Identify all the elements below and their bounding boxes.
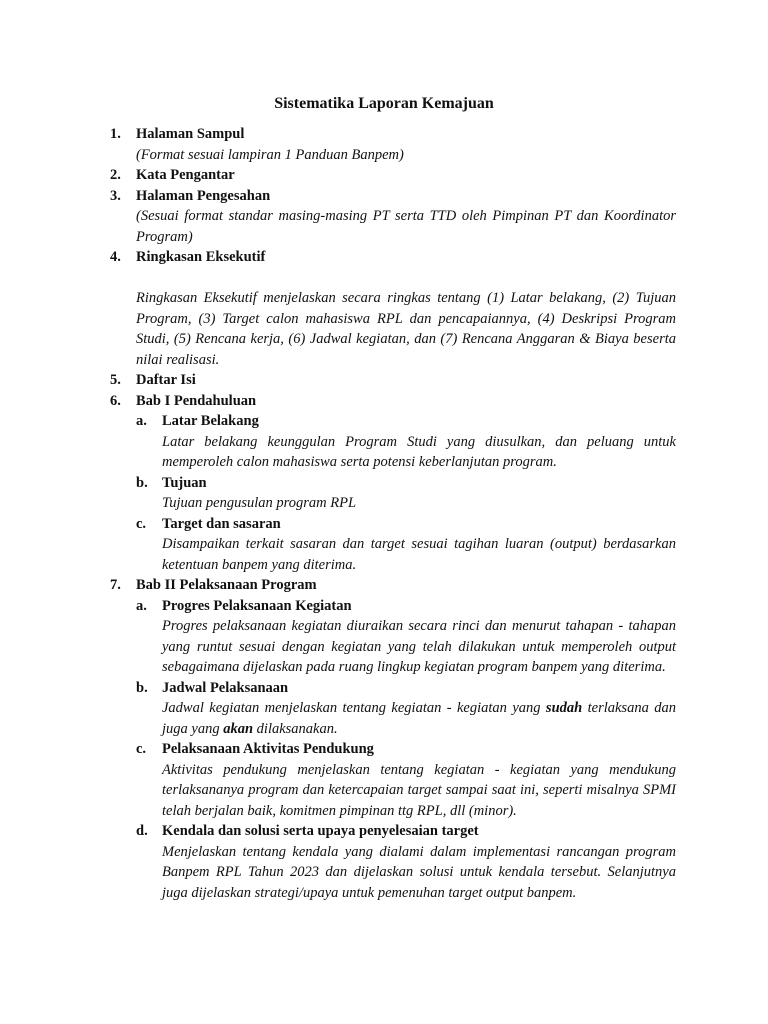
sub-item-description: Menjelaskan tentang kendala yang dialami dalam implementasi rancangan program Banpem RPL Tahun 2023 dan dijelaskan solusi untuk kendala tersebut. Selanjutnya juga dijelaskan strategi/upaya untuk pemenuhan target output banpem. [162, 843, 676, 901]
item-number: 5. [110, 372, 121, 388]
outline-list [110, 124, 676, 903]
item-description: Ringkasan Eksekutif menjelaskan secara ringkas tentang (1) Latar belakang, (2) Tujuan Program, (3) Target calon mahasiswa RPL dan pencapaiannya, (4) Deskripsi Program Studi, (5) Rencana kerja, (6) Jadwal kegiatan, dan (7) Rencana Anggaran & Biaya beserta nilai realisasi. [136, 290, 676, 368]
item-heading: Bab I Pendahuluan [136, 392, 257, 409]
list-item-halaman-pengesahan [110, 186, 676, 248]
item-heading: Bab II Pelaksanaan Program [136, 577, 317, 593]
sub-item-target-sasaran [136, 514, 676, 576]
emphasis-akan: akan [223, 720, 254, 737]
list-item-daftar-isi [110, 370, 676, 391]
item-number: 4. [110, 249, 121, 265]
sub-item-kendala-solusi [136, 821, 676, 903]
sub-item-description: Latar belakang keunggulan Program Studi yang diusulkan, dan peluang untuk memperoleh calon mahasiswa serta potensi keberlanjutan program. [162, 433, 676, 470]
blank-line [136, 268, 676, 289]
sub-item-progres [136, 596, 676, 678]
sub-item-heading: Progres Pelaksanaan Kegiatan [162, 597, 352, 614]
sub-item-jadwal [136, 678, 676, 740]
sub-item-aktivitas-pendukung [136, 739, 676, 821]
sub-item-letter: c. [136, 741, 147, 757]
list-item-kata-pengantar [110, 165, 676, 186]
sub-item-letter: c. [136, 515, 147, 532]
sub-item-tujuan [136, 473, 676, 514]
sub-item-letter: d. [136, 823, 148, 839]
sub-item-description [162, 698, 676, 739]
sub-item-description: Aktivitas pendukung menjelaskan tentang kegiatan - kegiatan yang mendukung terlaksananya program dan ketercapaian target sampai saat ini, seperti misalnya SPMI telah berjalan baik, komitmen pimpinan ttg RPL, dll (minor). [162, 761, 676, 819]
item-number: 2. [110, 167, 121, 183]
item-number: 6. [110, 392, 121, 409]
list-item-ringkasan-eksekutif [110, 247, 676, 370]
list-item-halaman-sampul [110, 124, 676, 165]
sub-item-letter: a. [136, 413, 147, 429]
list-item-bab-1 [110, 391, 676, 576]
sub-item-heading: Jadwal Pelaksanaan [162, 679, 289, 696]
description-text: terlaksana dan juga yang [162, 700, 676, 737]
description-text: Jadwal kegiatan menjelaskan tentang kegiatan - kegiatan yang [162, 700, 546, 716]
sub-item-heading: Target dan sasaran [162, 515, 281, 532]
sub-item-description: Tujuan pengusulan program RPL [162, 495, 357, 511]
sub-item-letter: b. [136, 679, 148, 696]
item-number: 7. [110, 577, 121, 593]
item-heading: Kata Pengantar [136, 167, 235, 183]
sub-item-heading: Latar Belakang [162, 413, 259, 429]
sub-item-heading: Pelaksanaan Aktivitas Pendukung [162, 741, 374, 757]
item-description: (Format sesuai lampiran 1 Panduan Banpem) [136, 146, 404, 163]
sub-item-heading: Tujuan [162, 474, 207, 491]
sub-item-description: Disampaikan terkait sasaran dan target sesuai tagihan luaran (output) berdasarkan ketentuan banpem yang diterima. [162, 536, 676, 573]
item-heading: Halaman Pengesahan [136, 187, 271, 204]
sub-item-letter: b. [136, 474, 148, 491]
item-number: 3. [110, 187, 121, 204]
item-heading: Halaman Sampul [136, 126, 245, 142]
item-heading: Daftar Isi [136, 372, 196, 388]
sub-item-description: Progres pelaksanaan kegiatan diuraikan secara rinci dan menurut tahapan - tahapan yang runtut sesuai dengan kegiatan yang telah dilakukan untuk memperoleh output sebagaimana dijelaskan pada ruang lingkup kegiatan program banpem yang diterima. [162, 618, 676, 675]
page-title: Sistematika Laporan Kemajuan [274, 95, 494, 112]
sub-item-latar-belakang [136, 411, 676, 473]
emphasis-sudah: sudah [545, 700, 583, 716]
item-description: (Sesuai format standar masing-masing PT serta TTD oleh Pimpinan PT dan Koordinator Program) [136, 208, 676, 245]
sub-item-letter: a. [136, 597, 147, 614]
list-item-bab-2 [110, 575, 676, 903]
item-heading: Ringkasan Eksekutif [136, 249, 266, 265]
description-text: dilaksanakan. [253, 720, 338, 737]
sub-item-heading: Kendala dan solusi serta upaya penyelesaian target [162, 823, 479, 839]
item-number: 1. [110, 126, 121, 142]
